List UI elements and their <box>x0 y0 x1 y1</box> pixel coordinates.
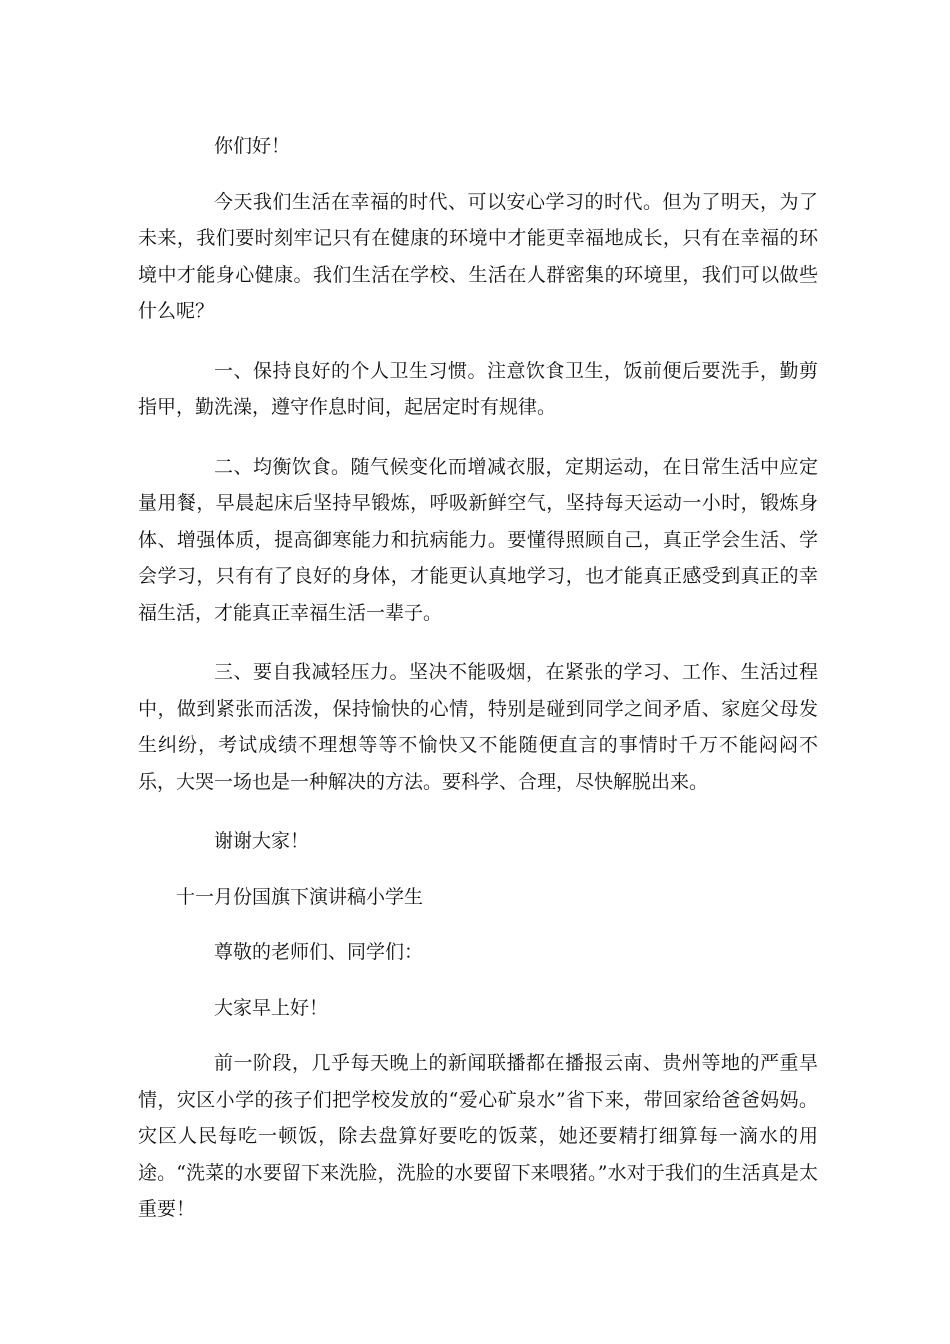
speech-title: 十一月份国旗下演讲稿小学生 <box>176 885 424 908</box>
morning-greeting-paragraph: 大家早上好！ <box>214 996 329 1019</box>
point-one-paragraph: 一、保持良好的个人卫生习惯。注意饮食卫生，饭前便后要洗手，勤剪指甲，勤洗澡，遵守作息时间，起居定时有规律。 <box>138 359 818 418</box>
intro-paragraph: 今天我们生活在幸福的时代、可以安心学习的时代。但为了明天，为了未来，我们要时刻牢记只有在健康的环境中才能更幸福地成长，只有在幸福的环境中才能身心健康。我们生活在学校、生活在人群密集的环境里，我们可以做些什么呢？ <box>138 190 818 322</box>
point-two-paragraph: 二、均衡饮食。随气候变化而增减衣服，定期运动，在日常生活中应定量用餐，早晨起床后坚持早锻炼，呼吸新鲜空气，坚持每天运动一小时，锻炼身体、增强体质，提高御寒能力和抗病能力。要懂得照顾自己，真正学会生活、学会学习，只有有了良好的身体，才能更认真地学习，也才能真正感受到真正的幸福生活，才能真正幸福生活一辈子。 <box>138 455 818 624</box>
salutation-paragraph: 尊敬的老师们、同学们： <box>214 941 424 963</box>
document-body <box>138 128 818 1251</box>
thanks-paragraph: 谢谢大家！ <box>214 830 310 852</box>
greeting-paragraph: 你们好！ <box>214 135 291 157</box>
drought-paragraph: 前一阶段，几乎每天晚上的新闻联播都在播报云南、贵州等地的严重旱情，灾区小学的孩子们把学校发放的“爱心矿泉水”省下来，带回家给爸爸妈妈。灾区人民每吃一顿饭，除去盘算好要吃的饭菜，她还要精打细算每一滴水的用途。“洗菜的水要留下来洗脸，洗脸的水要留下来喂猪。”水对于我们的生活真是太重要！ <box>138 1052 818 1220</box>
point-three-paragraph: 三、要自我减轻压力。坚决不能吸烟，在紧张的学习、工作、生活过程中，做到紧张而活泼，保持愉快的心情，特别是碰到同学之间矛盾、家庭父母发生纠纷，考试成绩不理想等等不愉快又不能随便直言的事情时千万不能闷闷不乐，大哭一场也是一种解决的方法。要科学、合理，尽快解脱出来。 <box>138 661 818 793</box>
